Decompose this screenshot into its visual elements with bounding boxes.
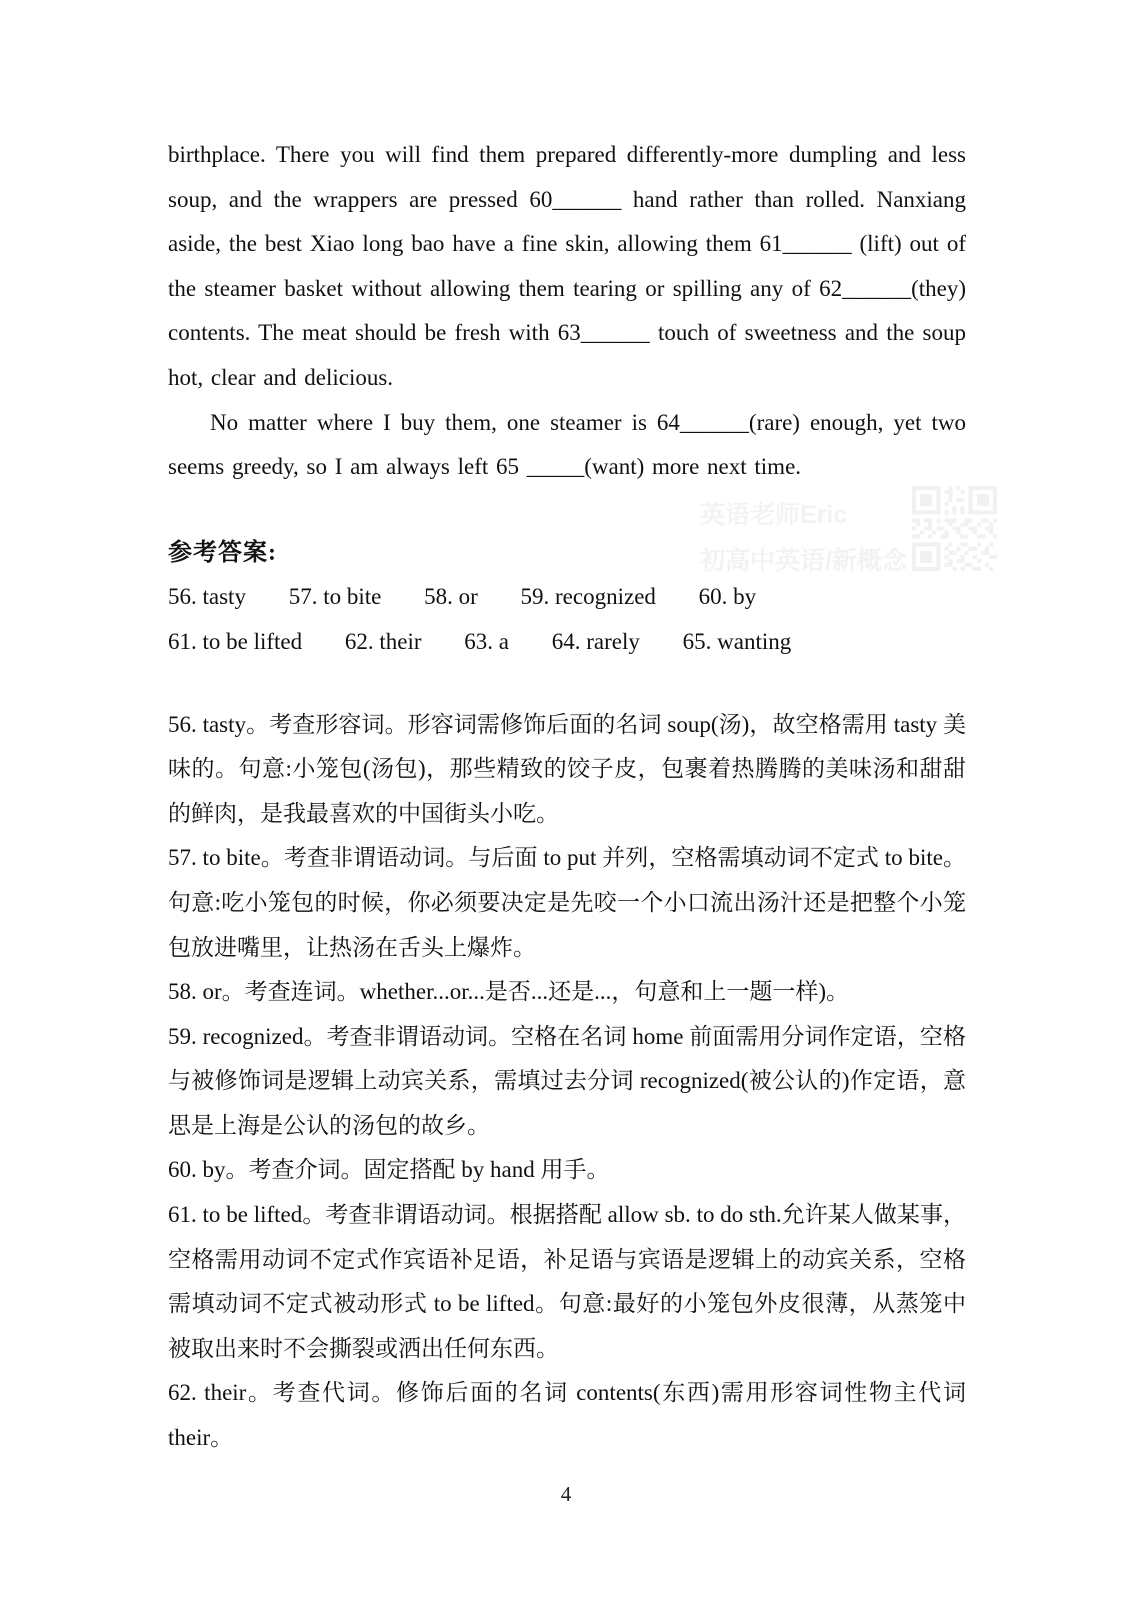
watermark-line-2: 初高中英语/新概念 (700, 547, 907, 575)
answer-item: 63. a (464, 628, 510, 654)
passage-paragraph-1: birthplace. There you will find them prepared differently-more dumpling and less soup, and the wrappers are pressed 60______ hand rather than rolled. Nanxiang aside, the best Xiao long bao have a fine skin, allowing them 61______ (lift) out of the steamer basket without allowing them tearing or spilling any of 62______(they) contents. The meat should be fresh with 63______ touch of sweetness and the soup hot, clear and delicious. (168, 142, 966, 390)
explanations-section (168, 703, 966, 1461)
answer-item: 58. or (424, 584, 478, 610)
answer-key-heading: 参考答案: (168, 539, 277, 566)
explanation-paragraph-59: 59. recognized。考查非谓语动词。空格在名词 home 前面需用分词作定语，空格与被修饰词是逻辑上动宾关系，需填过去分词 recognized(被公认的)作定语，意思是上海是公认的汤包的故乡。 (168, 1023, 966, 1138)
explanation-paragraph-58: 58. or。考查连词。whether...or...是否...还是...，句意和上一题一样)。 (168, 979, 850, 1005)
answer-item: 65. wanting (682, 628, 792, 654)
answer-item: 60. by (698, 584, 757, 610)
answer-item: 59. recognized (520, 584, 656, 610)
explanation-paragraph-62: 62. their。考查代词。修饰后面的名词 contents(东西)需用形容词性物主代词 their。 (168, 1380, 966, 1451)
explanation-paragraph-56: 56. tasty。考查形容词。形容词需修饰后面的名词 soup(汤)，故空格需用 tasty 美味的。句意:小笼包(汤包)，那些精致的饺子皮，包裹着热腾腾的美味汤和甜甜的鲜肉，是我最喜欢的中国街头小吃。 (168, 711, 966, 826)
answer-item: 56. tasty (168, 584, 246, 610)
answer-row-1 (168, 575, 966, 620)
explanation-paragraph-57: 57. to bite。考查非谓语动词。与后面 to put 并列，空格需填动词不定式 to bite。句意:吃小笼包的时候，你必须要决定是先咬一个小口流出汤汁还是把整个小笼包放进嘴里，让热汤在舌头上爆炸。 (168, 845, 966, 960)
page-number: 4 (560, 1482, 572, 1506)
answer-item: 57. to bite (288, 584, 382, 610)
answer-item: 61. to be lifted (168, 628, 303, 654)
explanation-paragraph-60: 60. by。考查介词。固定搭配 by hand 用手。 (168, 1157, 610, 1183)
answer-item: 64. rarely (551, 628, 640, 654)
explanation-paragraph-61: 61. to be lifted。考查非谓语动词。根据搭配 allow sb. to do sth.允许某人做某事，空格需用动词不定式作宾语补足语，补足语与宾语是逻辑上的动宾关系，空格需填动词不定式被动形式 to be lifted。句意:最好的小笼包外皮很薄，从蒸笼中被取出来时不会撕裂或洒出任何东西。 (168, 1202, 966, 1361)
document-content (168, 133, 966, 1461)
passage-paragraph-2: No matter where I buy them, one steamer is 64______(rare) enough, yet two seems greedy, so I am always left 65 _____(want) more next time. (168, 409, 966, 480)
answer-item: 62. their (344, 628, 422, 654)
answer-row-2 (168, 620, 966, 665)
watermark-line-1: 英语老师Eric (700, 501, 848, 529)
